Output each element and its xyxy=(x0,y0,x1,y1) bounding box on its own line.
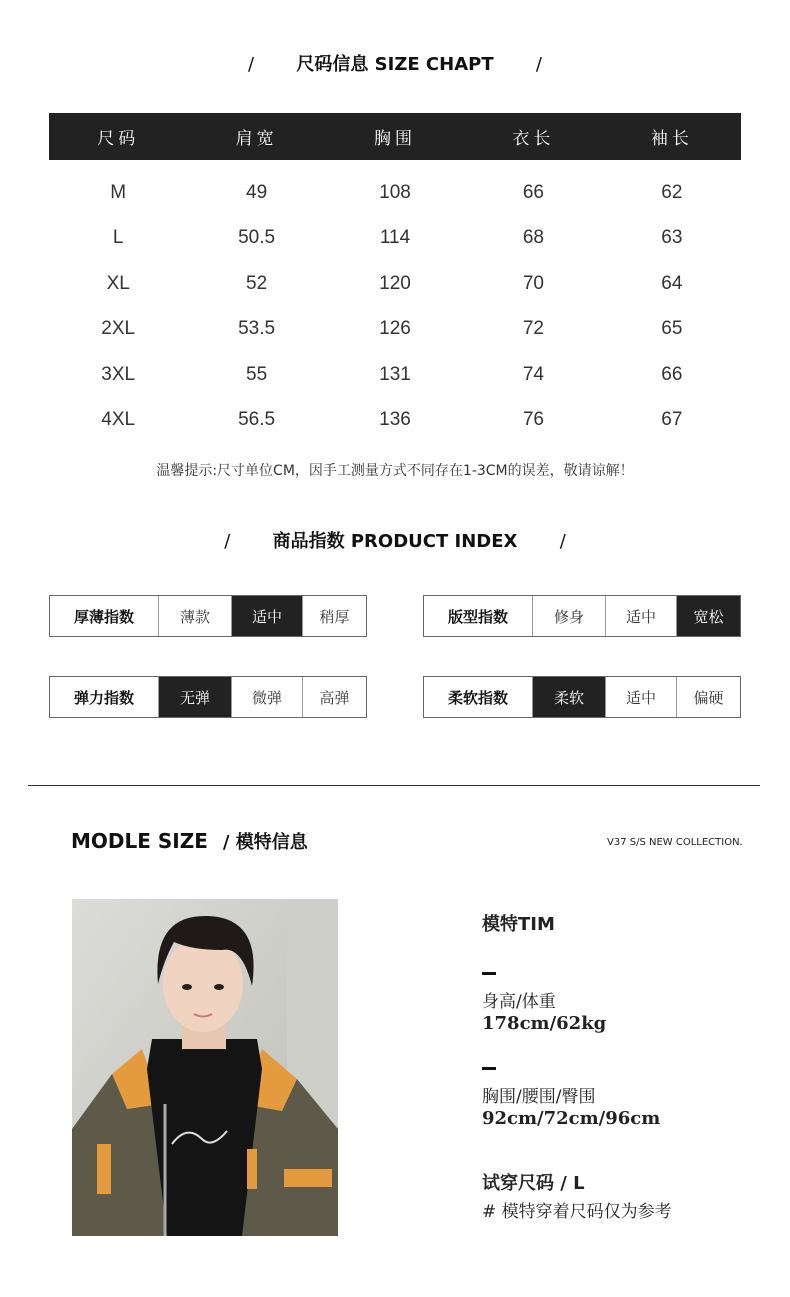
table-cell: 64 xyxy=(661,272,683,294)
table-cell: 72 xyxy=(522,318,544,340)
table-cell: 52 xyxy=(246,272,268,294)
model-title-cn: / 模特信息 xyxy=(222,832,308,853)
index-option: 稍厚 xyxy=(302,596,366,636)
section-divider xyxy=(28,785,760,786)
fit-index xyxy=(423,595,741,637)
index-label: 柔软指数 xyxy=(447,688,508,707)
model-illustration xyxy=(72,899,338,1236)
index-option: 适中 xyxy=(605,677,676,717)
measurements-label: 胸围/腰围/臀围 xyxy=(482,1087,596,1107)
model-title-en: MODLE SIZE xyxy=(71,829,208,853)
index-option: 高弹 xyxy=(302,677,366,717)
table-cell: 74 xyxy=(522,363,544,385)
heading-slash-left: / xyxy=(248,54,255,75)
index-label: 版型指数 xyxy=(447,607,508,626)
table-row xyxy=(49,170,741,216)
table-cell: 65 xyxy=(661,318,683,340)
size-chart-heading xyxy=(0,50,790,76)
table-cell: 49 xyxy=(246,181,268,203)
heading-slash-right: / xyxy=(535,54,542,75)
height-weight-label: 身高/体重 xyxy=(482,992,556,1012)
table-cell: 68 xyxy=(522,227,544,249)
table-cell: 2XL xyxy=(101,318,136,340)
table-cell: XL xyxy=(106,272,130,294)
model-size-title xyxy=(71,828,308,854)
index-option: 偏硬 xyxy=(676,677,740,717)
table-cell: M xyxy=(110,181,127,203)
table-cell: 131 xyxy=(379,363,411,385)
table-row xyxy=(49,307,741,353)
trial-size: 试穿尺码 / L xyxy=(482,1173,585,1194)
table-cell: 76 xyxy=(522,409,544,431)
product-index-title: 商品指数 PRODUCT INDEX xyxy=(272,531,518,552)
table-cell: 62 xyxy=(661,181,683,203)
table-cell: 108 xyxy=(379,181,411,203)
index-option: 微弹 xyxy=(231,677,302,717)
dash-divider xyxy=(482,1067,496,1070)
table-cell: 4XL xyxy=(101,409,136,431)
column-header: 肩宽 xyxy=(235,129,278,149)
table-cell: 3XL xyxy=(101,363,136,385)
column-header: 袖长 xyxy=(650,129,693,149)
table-cell: 53.5 xyxy=(238,318,276,340)
table-row xyxy=(49,398,741,444)
model-name: 模特TIM xyxy=(482,914,555,935)
table-cell: 120 xyxy=(379,272,411,294)
size-table xyxy=(49,113,741,443)
table-cell: L xyxy=(112,227,124,249)
index-option: 修身 xyxy=(532,596,605,636)
table-cell: 56.5 xyxy=(238,409,276,431)
index-option-selected: 适中 xyxy=(231,596,302,636)
column-header: 胸围 xyxy=(374,129,417,149)
thickness-index xyxy=(49,595,367,637)
table-cell: 126 xyxy=(379,318,411,340)
measurements-value: 92cm/72cm/96cm xyxy=(482,1108,661,1129)
dash-divider xyxy=(482,972,496,975)
size-table-header xyxy=(49,113,741,160)
table-cell: 55 xyxy=(246,363,268,385)
heading-slash-right: / xyxy=(559,531,566,552)
model-photo xyxy=(72,899,338,1236)
column-header: 衣长 xyxy=(512,129,555,149)
height-weight-value: 178cm/62kg xyxy=(482,1013,607,1034)
column-header: 尺码 xyxy=(97,129,140,149)
table-cell: 136 xyxy=(379,409,411,431)
table-row xyxy=(49,261,741,307)
measurement-tip: 温馨提示:尺寸单位CM，因手工测量方式不同存在1-3CM的误差，敬请谅解！ xyxy=(156,463,634,479)
elasticity-index xyxy=(49,676,367,718)
table-row xyxy=(49,352,741,398)
table-cell: 66 xyxy=(522,181,544,203)
index-option: 适中 xyxy=(605,596,676,636)
table-cell: 114 xyxy=(379,227,411,249)
table-cell: 63 xyxy=(661,227,683,249)
softness-index xyxy=(423,676,741,718)
index-label: 厚薄指数 xyxy=(73,607,134,626)
index-label: 弹力指数 xyxy=(73,688,134,707)
product-index-heading xyxy=(0,527,790,553)
index-option-selected: 宽松 xyxy=(676,596,740,636)
table-cell: 67 xyxy=(661,409,683,431)
table-cell: 50.5 xyxy=(238,227,276,249)
heading-slash-left: / xyxy=(224,531,231,552)
table-cell: 70 xyxy=(522,272,544,294)
model-note: # 模特穿着尺码仅为参考 xyxy=(482,1202,672,1222)
collection-label: V37 S/S NEW COLLECTION. xyxy=(607,837,743,848)
size-chart-title: 尺码信息 SIZE CHAPT xyxy=(296,54,494,75)
table-row xyxy=(49,216,741,262)
index-option: 薄款 xyxy=(158,596,231,636)
index-option-selected: 无弹 xyxy=(158,677,231,717)
index-option-selected: 柔软 xyxy=(532,677,605,717)
table-cell: 66 xyxy=(661,363,683,385)
